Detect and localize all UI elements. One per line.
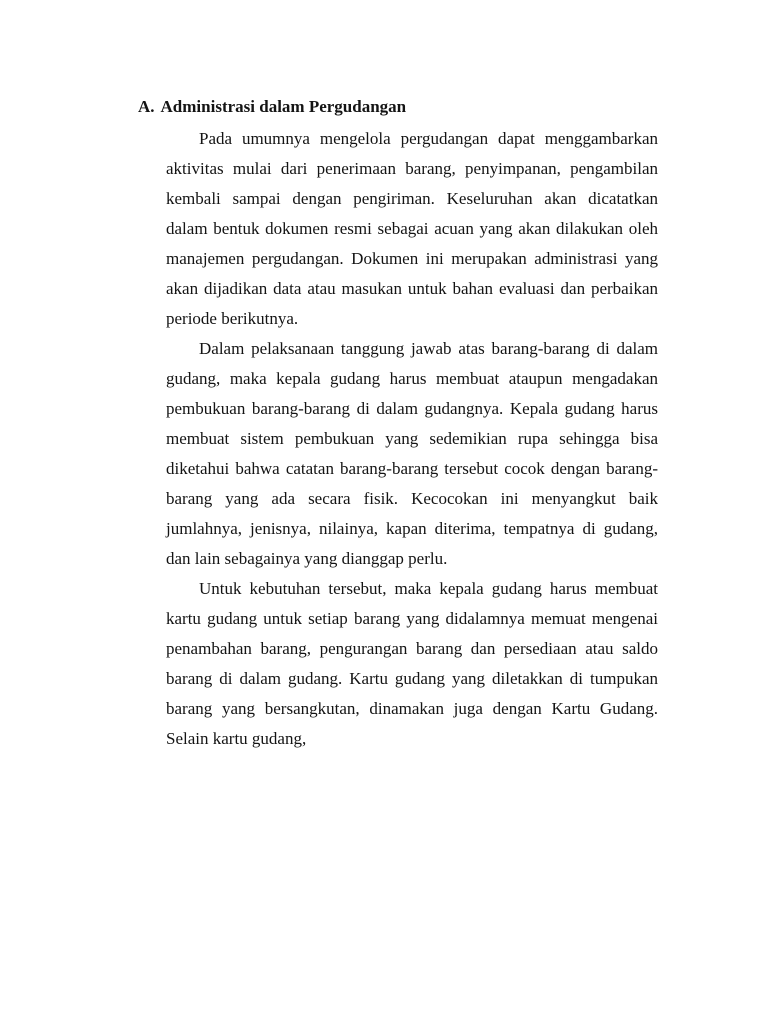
section-heading xyxy=(138,95,406,119)
paragraph: Pada umumnya mengelola pergudangan dapat menggambarkan aktivitas mulai dari penerimaan barang, penyimpanan, pengambilan kembali sampai dengan pengiriman. Keseluruhan akan dicatatkan dalam bentuk dokumen resmi sebagai acuan yang akan dilakukan oleh manajemen pergudangan. Dokumen ini merupakan administrasi yang akan dijadikan data atau masukan untuk bahan evaluasi dan perbaikan periode berikutnya. xyxy=(166,129,658,328)
paragraph: Untuk kebutuhan tersebut, maka kepala gudang harus membuat kartu gudang untuk setiap barang yang didalamnya memuat mengenai penambahan barang, pengurangan barang dan persediaan atau saldo barang di dalam gudang. Kartu gudang yang diletakkan di tumpukan barang yang bersangkutan, dinamakan juga dengan Kartu Gudang. Selain kartu gudang, xyxy=(166,579,658,748)
section-title: Administrasi dalam Pergudangan xyxy=(160,97,407,116)
section-number: A. xyxy=(138,97,155,116)
body-text xyxy=(166,124,658,754)
paragraph: Dalam pelaksanaan tanggung jawab atas barang-barang di dalam gudang, maka kepala gudang harus membuat ataupun mengadakan pembukuan barang-barang di dalam gudangnya. Kepala gudang harus membuat sistem pembukuan yang sedemikian rupa sehingga bisa diketahui bahwa catatan barang-barang tersebut cocok dengan barang-barang yang ada secara fisik. Kecocokan ini menyangkut baik jumlahnya, jenisnya, nilainya, kapan diterima, tempatnya di gudang, dan lain sebagainya yang dianggap perlu. xyxy=(166,339,658,568)
